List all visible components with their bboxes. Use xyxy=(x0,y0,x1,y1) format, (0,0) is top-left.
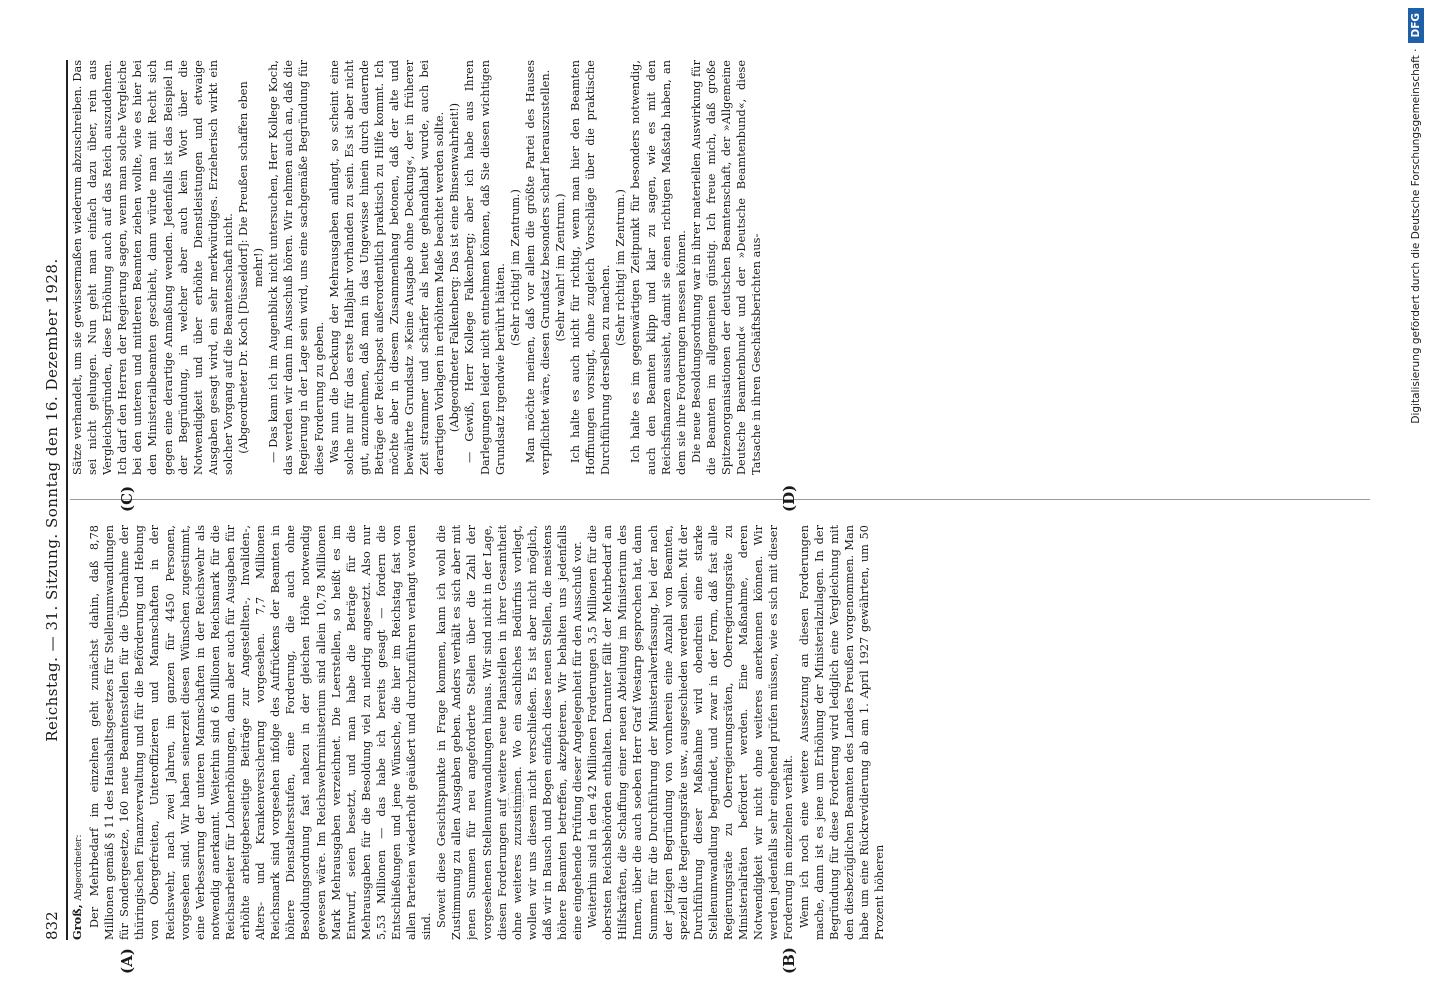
funding-notice-text: Digitalisierung gefördert durch die Deutsche Forschungsgemeinschaft · xyxy=(1410,48,1422,424)
page-number: 832 xyxy=(43,911,61,940)
newspaper-page xyxy=(40,60,1390,974)
page-header xyxy=(40,60,64,940)
right-column xyxy=(70,60,1380,475)
speaker-line xyxy=(70,525,87,940)
speaker-name: Groß, xyxy=(70,904,84,940)
paragraph: Wenn ich noch eine weitere Aussetzung an diesen Forderungen mache, dann ist es jene um Erhöhung der Ministerialzulagen. In der Begründung für diese Forderung wird lediglich eine Vergleichung mit den diesbezüglichen Beamten des Landes Preußen vorgenommen. Man habe um eine Rückrevidierung ab am 1. April 1927 gewährten, um 50 Prozent höheren xyxy=(797,525,886,940)
paragraph: Man möchte meinen, daß vor allem die größte Partei des Hauses verpflichtet wäre, diesen Grundsatz besonders scharf herauszustellen. xyxy=(523,60,552,475)
funding-notice xyxy=(1404,8,1428,988)
column-divider xyxy=(70,499,1370,500)
paragraph: — Gewiß, Herr Kollege Falkenberg; aber ich habe aus Ihren Darlegungen leider nicht entnehmen können, daß Sie diesen wichtigen Grundsatz irgendwie berührt hätten. xyxy=(463,60,507,475)
margin-marker-c: (C) xyxy=(118,485,136,512)
paragraph: Die neue Besoldungsordnung war in ihrer materiellen Auswirkung für die Beamten im allgemeinen günstig. Ich freue mich, daß große Spitzenorganisationen der deutschen Beamtenschaft, der »Allgemeine Deutsche Beamtenbund« und der »Deutsche Beamtenbund«, diese Tatsache in ihren Geschäftsberichten aus- xyxy=(689,60,764,475)
header-rule xyxy=(66,60,68,940)
margin-marker-d: (D) xyxy=(780,484,798,512)
paragraph: Ich halte es auch nicht für richtig, wenn man hier den Beamten Hoffnungen vorsingt, ohne zugleich Vorschläge über die praktische Durchführung derselben zu machen. xyxy=(569,60,613,475)
dfg-badge: DFG xyxy=(1408,8,1424,43)
paragraph: — Das kann ich im Augenblick nicht untersuchen, Herr Kollege Koch, das werden wir dann im Ausschuß hören. Wir nehmen auch an, daß die Regierung in der Lage sein wird, uns eine sachgemäße Begründung für diese Forderung zu geben. xyxy=(267,60,326,475)
paragraph: Ich halte es im gegenwärtigen Zeitpunkt für besonders notwendig, auch den Beamten klipp und klar zu sagen, wie es mit den Reichsfinanzen aussieht, damit sie einen richtigen Maßstab haben, an dem sie ihre Forderungen messen können. xyxy=(629,60,688,475)
left-column xyxy=(70,525,1380,940)
interjection: (Abgeordneter Falkenberg: Das ist eine Binsenwahrheit!) xyxy=(448,102,462,433)
margin-marker-b: (B) xyxy=(780,947,798,974)
interjection: (Sehr richtig! im Zentrum.) xyxy=(508,189,522,346)
paragraph: Sätze verhandelt, um sie gewissermaßen wiederum abzuschreiben. Das sei nicht gelungen. Nun geht man einfach dazu über, rein aus Vergleichsgründen, diese Erhöhung auch auf das Reich auszudehnen. Ich darf den Herren der Regierung sagen, wenn man solche Vergleiche bei den unteren und mittleren Beamten ziehen wollte, wie es hier bei den Ministerialbeamten geschieht, dann würde man mit Recht sich gegen eine derartige Anmaßung wenden. Jedenfalls ist das Beispiel in der Begründung, in welcher aber auch kein Wort über die Notwendigkeit und über erhöhte Dienstleistungen und etwaige Ausgaben gesagt wird, ein sehr merkwürdiges. Erzieherisch wirkt ein solcher Vorgang auf die Beamtenschaft nicht. xyxy=(71,60,235,475)
paragraph: Der Mehrbedarf im einzelnen geht zunächst dahin, daß 8,78 Millionen gemäß § 11 des Haushaltsgesetzes für Stellenumwandlungen für Sondergesetze, 160 neue Beamtenstellen für die Übernahme der thüringischen Finanzverwaltung und für die Beförderung und Hebung von Obergefreiten, Unteroffizieren und Mannschaften in der Reichswehr, nach zwei Jahren, im ganzen für 4450 Personen, vorgesehen sind. Wir haben seinerzeit diesen Wünschen zugestimmt, eine Verbesserung der unteren Mannschaften in der Reichswehr als notwendig anerkannt. Weiterhin sind 6 Millionen Reichsmark für die Reichsarbeiter für Lohnerhöhungen, dann aber auch für Ausgaben für erhöhte arbeitgeberseitige Beiträge zur Angestellten-, Invaliden-, Alters- und Krankenversicherung vorgesehen. 7,7 Millionen Reichsmark sind vorgesehen infolge des Aufrückens der Beamten in höhere Dienstaltersstufen, eine Forderung, die auch ohne Besoldungsordnung fast nahezu in der gleichen Höhe notwendig gewesen wäre. Im Reichswehrministerium sind allein 10,78 Millionen Mark Mehrausgaben verzeichnet. Die Leerstellen, so heißt es im Entwurf, seien besetzt, und man habe die Beträge für die Mehrausgaben für die Besoldung viel zu niedrig angesetzt. Also nur 5,53 Millionen — das habe ich bereits gesagt — fordern die Entschließungen und jene Wünsche, die hier im Reichstag fast von allen Parteien wiederholt geäußert und durchzuführen verlangt worden sind. xyxy=(88,525,434,940)
paragraph: Was nun die Deckung der Mehrausgaben anlangt, so scheint eine solche nur für das erste Halbjahr vorhanden zu sein. Es ist aber nicht gut, anzunehmen, daß man in das Ungewisse hinein durch dauernde Beträge der Reichspost außerordentlich praktisch zu Hilfe kommt. Ich möchte aber in diesem Zusammenhang betonen, daß der alte und bewährte Grundsatz »Keine Ausgabe ohne Deckung«, der in früherer Zeit strammer und schärfer als heute gehandhabt wurde, auch bei derartigen Vorlagen in erhöhtem Maße beachtet werden sollte. xyxy=(327,60,447,475)
running-head: Reichstag. — 31. Sitzung. Sonntag den 16. Dezember 1928. xyxy=(43,258,61,742)
margin-marker-a: (A) xyxy=(118,948,136,974)
interjection: (Sehr wahr! im Zentrum.) xyxy=(554,193,567,342)
paragraph: Weiterhin sind in den 42 Millionen Forderungen 3,5 Millionen für die obersten Reichsbehörden enthalten. Darunter fällt der Mehrbedarf an Hilfskräften, die Schaffung einer neuen Abteilung im Ministerium des Innern, über die auch soeben Herr Graf Westarp gesprochen hat, dann Summen für die Durchführung der Ministerialverfassung, bei der nach der jetzigen Begründung von vornherein eine Anzahl von Beamten, speziell die Regierungsräte usw., ausgeschieden werden sollen. Mit der Durchführung dieser Maßnahme wird obendrein eine starke Stellenumwandlung begründet, und zwar in der Form, daß fast alle Regierungsräte zu Oberregierungsräten, Oberregierungsräte zu Ministerialräten befördert werden. Eine Maßnahme, deren Notwendigkeit wir nicht ohne weiteres anerkennen können. Wir werden jedenfalls sehr eingehend prüfen müssen, wie es sich mit dieser Forderung im einzelnen verhält. xyxy=(586,525,796,940)
interjection: (Abgeordneter Dr. Koch [Düsseldorf]: Die Preußen schaffen eben mehr!) xyxy=(237,81,266,454)
speaker-note: Abgeordneter: xyxy=(74,834,84,901)
scan-artifact xyxy=(508,792,524,808)
paragraph: Soweit diese Gesichtspunkte in Frage kommen, kann ich wohl die Zustimmung zu allen Ausgaben geben. Anders verhält es sich aber mit jenen Summen für neu angeforderte Stellen über die Zahl der vorgesehenen Stellenumwandlungen hinaus. Wir sind nicht in der Lage, diesen Forderungen auf weitere neue Planstellen in ihrer Gesamtheit ohne weiteres zuzustimmen. Wo ein sachliches Bedürfnis vorliegt, wollen wir uns diesem nicht verschließen. Es ist aber nicht möglich, daß wir in Bausch und Bogen einfach diese neuen Stellen, die meistens höhere Beamten betreffen, akzeptieren. Wir behalten uns jedenfalls eine eingehende Prüfung dieser Angelegenheit für den Ausschuß vor. xyxy=(435,525,585,940)
interjection: (Sehr richtig! im Zentrum.) xyxy=(614,189,628,346)
